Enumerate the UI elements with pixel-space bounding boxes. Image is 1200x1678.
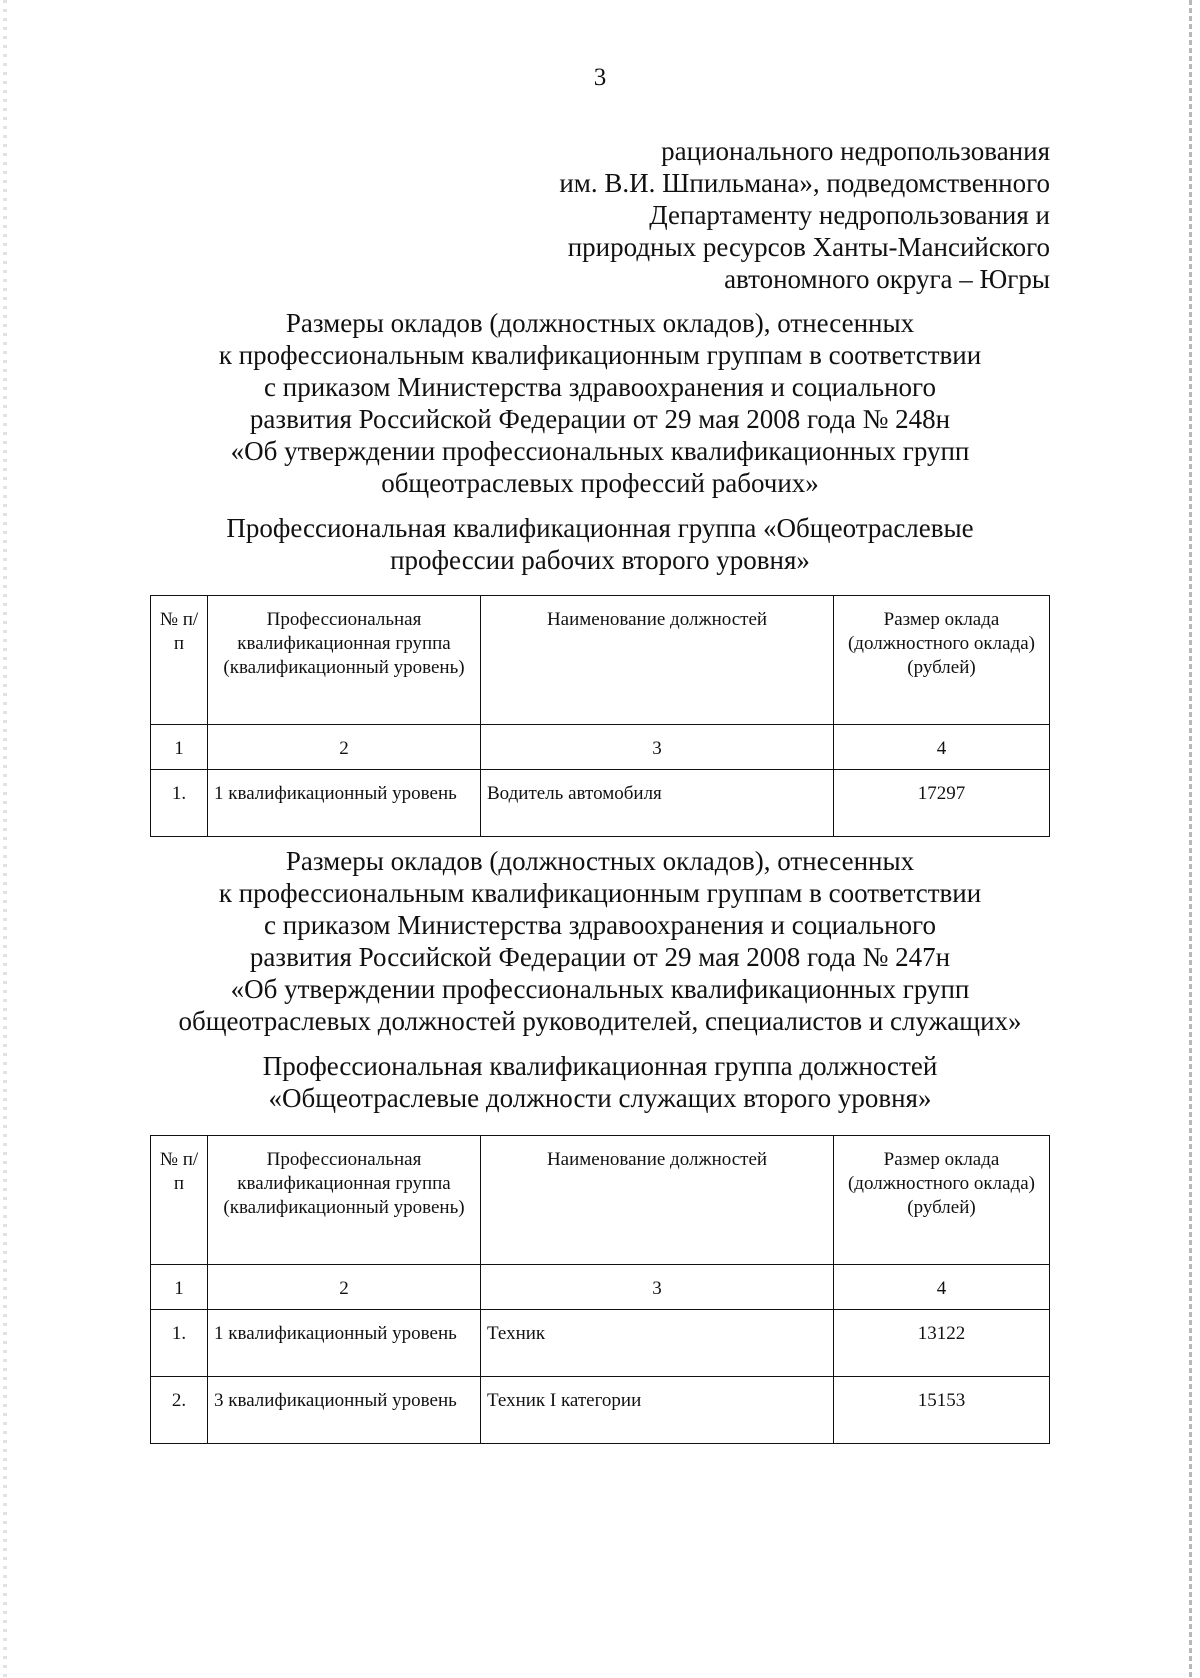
header-position: Наименование должностей: [481, 596, 834, 725]
salary-table-1: [150, 595, 1050, 837]
addressee-line: природных ресурсов Ханты-Мансийского: [567, 232, 1050, 262]
addressee-line: им. В.И. Шпильмана», подведомственного: [559, 168, 1050, 198]
section2-title: [150, 845, 1050, 1037]
row-salary: 17297: [834, 770, 1050, 837]
row-salary: 13122: [834, 1310, 1050, 1377]
column-number-row: [151, 725, 1050, 770]
group-line: профессии рабочих второго уровня»: [390, 545, 810, 575]
salary-table-2: [150, 1135, 1050, 1444]
section1-group-title: [150, 512, 1050, 576]
row-level: 1 квалификационный уровень: [208, 1310, 481, 1377]
row-level: 1 квалификационный уровень: [208, 770, 481, 837]
scan-edge-right: [1189, 0, 1192, 1678]
row-num: 1.: [151, 770, 208, 837]
section2-group-title: [150, 1050, 1050, 1114]
row-position: Водитель автомобиля: [481, 770, 834, 837]
title-line: к профессиональным квалификационным группам в соответствии: [218, 340, 982, 370]
row-salary: 15153: [834, 1377, 1050, 1444]
scan-edge-left: [3, 0, 7, 1678]
title-line: развития Российской Федерации от 29 мая 2008 года № 247н: [249, 942, 951, 972]
page-number: 3: [593, 64, 607, 91]
title-line: «Об утверждении профессиональных квалификационных групп: [230, 436, 970, 466]
table-row: [151, 1377, 1050, 1444]
row-level: 3 квалификационный уровень: [208, 1377, 481, 1444]
row-position: Техник I категории: [481, 1377, 834, 1444]
group-line: Профессиональная квалификационная группа должностей: [262, 1051, 938, 1081]
table-row: [151, 1310, 1050, 1377]
title-line: общеотраслевых профессий рабочих»: [381, 468, 819, 498]
header-num: № п/п: [151, 596, 208, 725]
title-line: с приказом Министерства здравоохранения и социального: [264, 372, 936, 402]
header-position: Наименование должностей: [481, 1136, 834, 1265]
header-level: Профессиональная квалификационная группа (квалификационный уровень): [208, 1136, 481, 1265]
group-line: Профессиональная квалификационная группа «Общеотраслевые: [226, 513, 974, 543]
column-number: 3: [481, 725, 834, 770]
column-number: 1: [151, 1265, 208, 1310]
row-position: Техник: [481, 1310, 834, 1377]
group-line: «Общеотраслевые должности служащих второго уровня»: [268, 1083, 932, 1113]
title-line: «Об утверждении профессиональных квалификационных групп: [230, 974, 970, 1004]
table-header-row: [151, 1136, 1050, 1265]
title-line: Размеры окладов (должностных окладов), отнесенных: [285, 308, 915, 338]
header-num: № п/п: [151, 1136, 208, 1265]
section1-title: [150, 307, 1050, 499]
column-number-row: [151, 1265, 1050, 1310]
column-number: 2: [208, 1265, 481, 1310]
addressee-line: Департаменту недропользования и: [649, 200, 1050, 230]
addressee-line: автономного округа – Югры: [724, 264, 1050, 294]
column-number: 2: [208, 725, 481, 770]
row-num: 2.: [151, 1377, 208, 1444]
column-number: 3: [481, 1265, 834, 1310]
header-level: Профессиональная квалификационная группа (квалификационный уровень): [208, 596, 481, 725]
column-number: 4: [834, 725, 1050, 770]
title-line: общеотраслевых должностей руководителей, специалистов и служащих»: [178, 1006, 1022, 1036]
title-line: с приказом Министерства здравоохранения и социального: [264, 910, 936, 940]
header-salary: Размер оклада (должностного оклада) (рублей): [834, 1136, 1050, 1265]
header-salary: Размер оклада (должностного оклада) (рублей): [834, 596, 1050, 725]
row-num: 1.: [151, 1310, 208, 1377]
addressee-block: [559, 135, 1050, 295]
table-row: [151, 770, 1050, 837]
column-number: 1: [151, 725, 208, 770]
table-header-row: [151, 596, 1050, 725]
addressee-line: рационального недропользования: [661, 136, 1050, 166]
title-line: развития Российской Федерации от 29 мая 2008 года № 248н: [249, 404, 951, 434]
title-line: к профессиональным квалификационным группам в соответствии: [218, 878, 982, 908]
column-number: 4: [834, 1265, 1050, 1310]
title-line: Размеры окладов (должностных окладов), отнесенных: [285, 846, 915, 876]
